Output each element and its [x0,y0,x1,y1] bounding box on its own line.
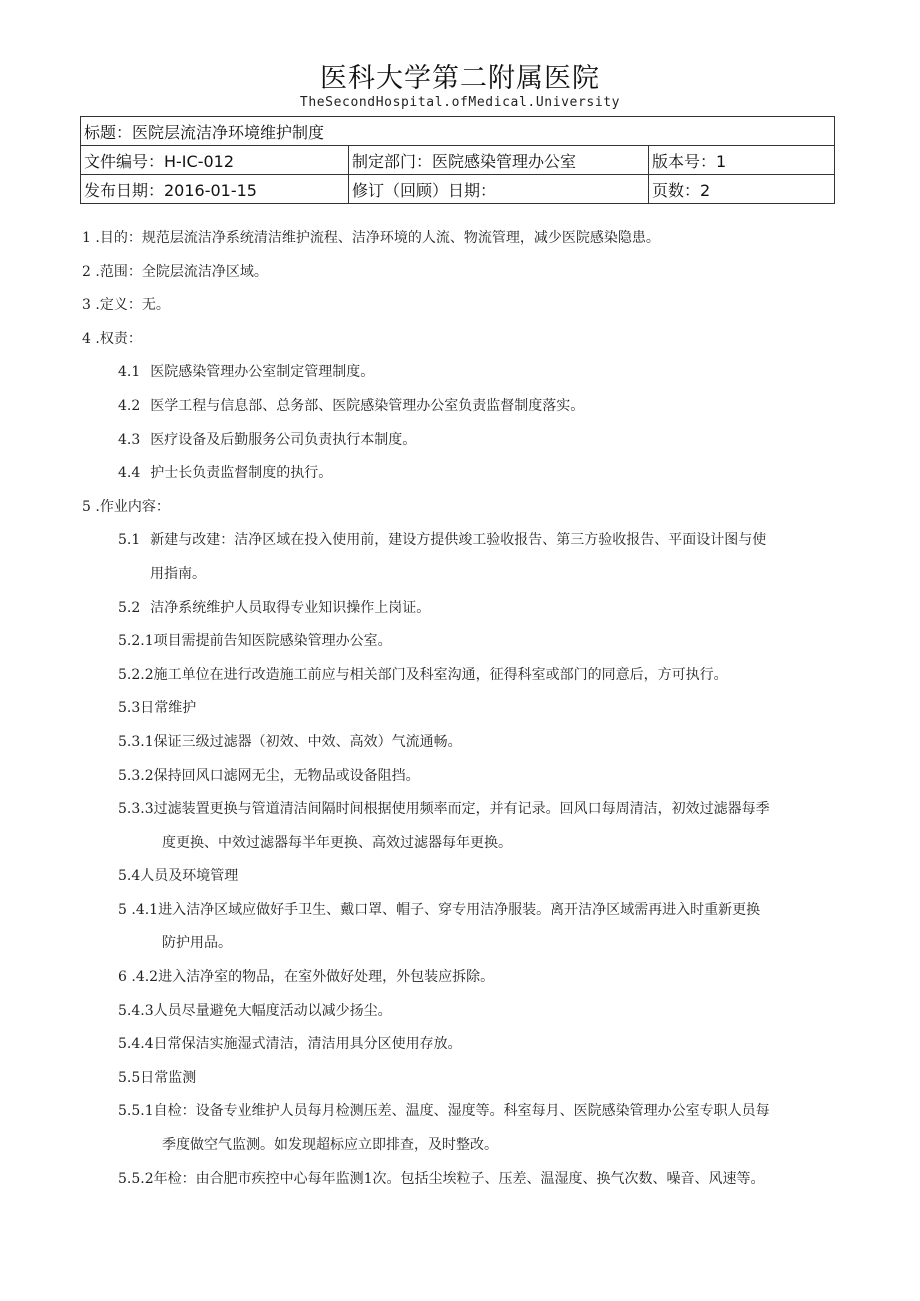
section-6-4-2: 6 .4.2进入洁净室的物品，在室外做好处理，外包装应拆除。 [118,969,495,986]
document-info-table [80,116,835,204]
section-5-4-1: 5 .4.1进入洁净区域应做好手卫生、戴口罩、帽子、穿专用洁净服装。离开洁净区域需再进入时重新更换 [118,901,761,918]
section-3: 3 .定义：无。 [82,297,170,314]
section-5-4-4: 5.4.4日常保洁实施湿式清洁，清洁用具分区使用存放。 [118,1036,462,1053]
doc-title-cell: 标题：医院层流洁净环境维护制度 [81,117,835,146]
section-4-2: 4.2 医学工程与信息部、总务部、医院感染管理办公室负责监督制度落实。 [118,397,585,414]
section-5-2-2: 5.2.2施工单位在进行改造施工前应与相关部门及科室沟通，征得科室或部门的同意后，方可执行。 [118,666,728,683]
section-2: 2 .范围：全院层流洁净区域。 [82,263,268,280]
section-5: 5 .作业内容： [82,498,170,515]
section-4-1: 4.1 医院感染管理办公室制定管理制度。 [118,364,375,381]
document-body [82,222,862,1196]
section-5-3-3: 5.3.3过滤装置更换与管道清洁间隔时间根据使用频率而定，并有记录。回风口每周清洁，初效过滤器每季 [118,801,770,818]
pages-cell: 页数：2 [649,175,835,204]
section-5-5-2: 5.5.2年检：由合肥市疾控中心每年监测1次。包括尘埃粒子、压差、温湿度、换气次数、噪音、风速等。 [118,1170,765,1187]
section-4-4: 4.4 护士长负责监督制度的执行。 [118,465,333,482]
hospital-name-cn: 医科大学第二附属医院 [320,63,600,94]
section-5-5-1-cont: 季度做空气监测。如发现超标应立即排查，及时整改。 [162,1137,498,1154]
revision-date-cell: 修订（回顾）日期： [349,175,649,204]
hospital-name-en: TheSecondHospital.ofMedical.University [299,95,621,110]
section-5-1-cont: 用指南。 [150,565,206,582]
version-cell: 版本号：1 [649,146,835,175]
section-5-3: 5.3日常维护 [118,700,197,717]
doc-number-cell: 文件编号：H-IC-012 [81,146,349,175]
section-5-1: 5.1 新建与改建：洁净区域在投入使用前，建设方提供竣工验收报告、第三方验收报告、平面设计图与使 [118,532,767,549]
section-5-5-1: 5.5.1自检：设备专业维护人员每月检测压差、温度、湿度等。科室每月、医院感染管理办公室专职人员每 [118,1103,770,1120]
section-5-2-1: 5.2.1项目需提前告知医院感染管理办公室。 [118,633,392,650]
section-5-2: 5.2 洁净系统维护人员取得专业知识操作上岗证。 [118,599,431,616]
release-date-cell: 发布日期：2016-01-15 [81,175,349,204]
section-4: 4 .权责： [82,330,142,347]
section-5-3-3-cont: 度更换、中效过滤器每半年更换、高效过滤器每年更换。 [162,834,512,851]
section-5-3-2: 5.3.2保持回风口滤网无尘，无物品或设备阻挡。 [118,767,420,784]
section-1: 1 .目的：规范层流洁净系统清洁维护流程、洁净环境的人流、物流管理，减少医院感染隐患。 [82,230,660,246]
section-5-5: 5.5日常监测 [118,1069,197,1086]
section-5-3-1: 5.3.1保证三级过滤器（初效、中效、高效）气流通畅。 [118,733,462,750]
section-4-3: 4.3 医疗设备及后勤服务公司负责执行本制度。 [118,431,417,448]
section-5-4: 5.4人员及环境管理 [118,868,239,885]
department-cell: 制定部门：医院感染管理办公室 [349,146,649,175]
section-5-4-3: 5.4.3人员尽量避免大幅度活动以减少扬尘。 [118,1002,392,1019]
section-5-4-1-cont: 防护用品。 [162,935,232,952]
